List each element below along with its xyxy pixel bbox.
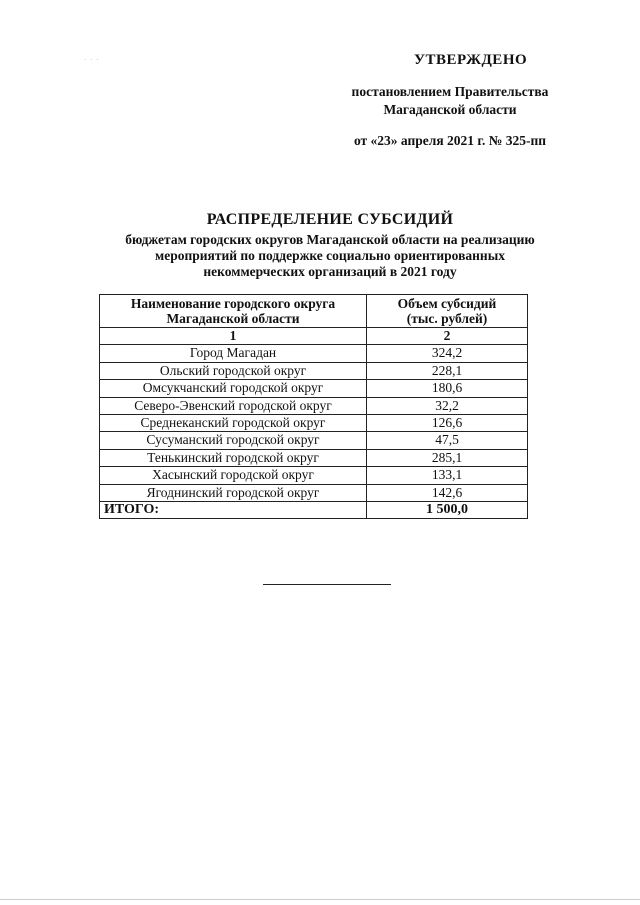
subsidy-amount: 47,5 (367, 432, 528, 449)
column-number-row (100, 328, 528, 345)
approval-line-1: постановлением Правительства (351, 84, 549, 99)
subsidy-amount: 32,2 (367, 397, 528, 414)
table-row (100, 449, 528, 466)
district-name: Северо-Эвенский городской округ (100, 397, 367, 414)
table-row (100, 484, 528, 501)
document-title: РАСПРЕДЕЛЕНИЕ СУБСИДИЙ (206, 211, 454, 228)
closing-divider (263, 584, 391, 585)
total-label: ИТОГО: (100, 502, 367, 519)
total-row (100, 502, 528, 519)
document-heading (96, 211, 564, 280)
header-district-name (100, 295, 367, 328)
approval-spacer (330, 69, 570, 83)
document-subtitle-line-1: бюджетам городских округов Магаданской области на реализацию (125, 232, 535, 247)
table-row (100, 415, 528, 432)
district-name: Тенькинский городской округ (100, 449, 367, 466)
scan-artifact: · · · (84, 56, 100, 64)
subsidy-amount: 133,1 (367, 467, 528, 484)
column-number-1: 1 (100, 328, 367, 345)
table-row (100, 397, 528, 414)
subsidy-amount: 324,2 (367, 345, 528, 362)
table-row (100, 345, 528, 362)
subsidy-amount: 180,6 (367, 380, 528, 397)
header-subsidy-amount (367, 295, 528, 328)
column-number-2: 2 (367, 328, 528, 345)
header-district-name-line-1: Наименование городского округа (130, 296, 336, 311)
header-district-name-line-2: Магаданской области (166, 311, 300, 326)
district-name: Ягоднинский городской округ (100, 484, 367, 501)
approval-block (330, 52, 570, 149)
subsidy-table (99, 294, 528, 519)
header-subsidy-amount-line-1: Объем субсидий (397, 296, 497, 311)
table-row (100, 380, 528, 397)
subsidy-amount: 142,6 (367, 484, 528, 501)
subsidy-amount: 285,1 (367, 449, 528, 466)
district-name: Ольский городской округ (100, 362, 367, 379)
district-name: Среднеканский городской округ (100, 415, 367, 432)
table-row (100, 362, 528, 379)
scan-bottom-edge (0, 899, 640, 900)
table-row (100, 467, 528, 484)
district-name: Город Магадан (100, 345, 367, 362)
table-header-row (100, 295, 528, 328)
approval-line-2: Магаданской области (383, 102, 517, 117)
district-name: Сусуманский городской округ (100, 432, 367, 449)
subsidy-amount: 228,1 (367, 362, 528, 379)
district-name: Хасынский городской округ (100, 467, 367, 484)
district-name: Омсукчанский городской округ (100, 380, 367, 397)
subsidy-amount: 126,6 (367, 415, 528, 432)
approval-title: УТВЕРЖДЕНО (414, 52, 528, 68)
table-row (100, 432, 528, 449)
document-subtitle-line-3: некоммерческих организаций в 2021 году (203, 264, 457, 279)
header-subsidy-amount-line-2: (тыс. рублей) (406, 311, 488, 326)
approval-date: от «23» апреля 2021 г. № 325-пп (353, 133, 547, 148)
document-subtitle-line-2: мероприятий по поддержке социально ориентированных (155, 248, 505, 263)
total-amount: 1 500,0 (367, 502, 528, 519)
